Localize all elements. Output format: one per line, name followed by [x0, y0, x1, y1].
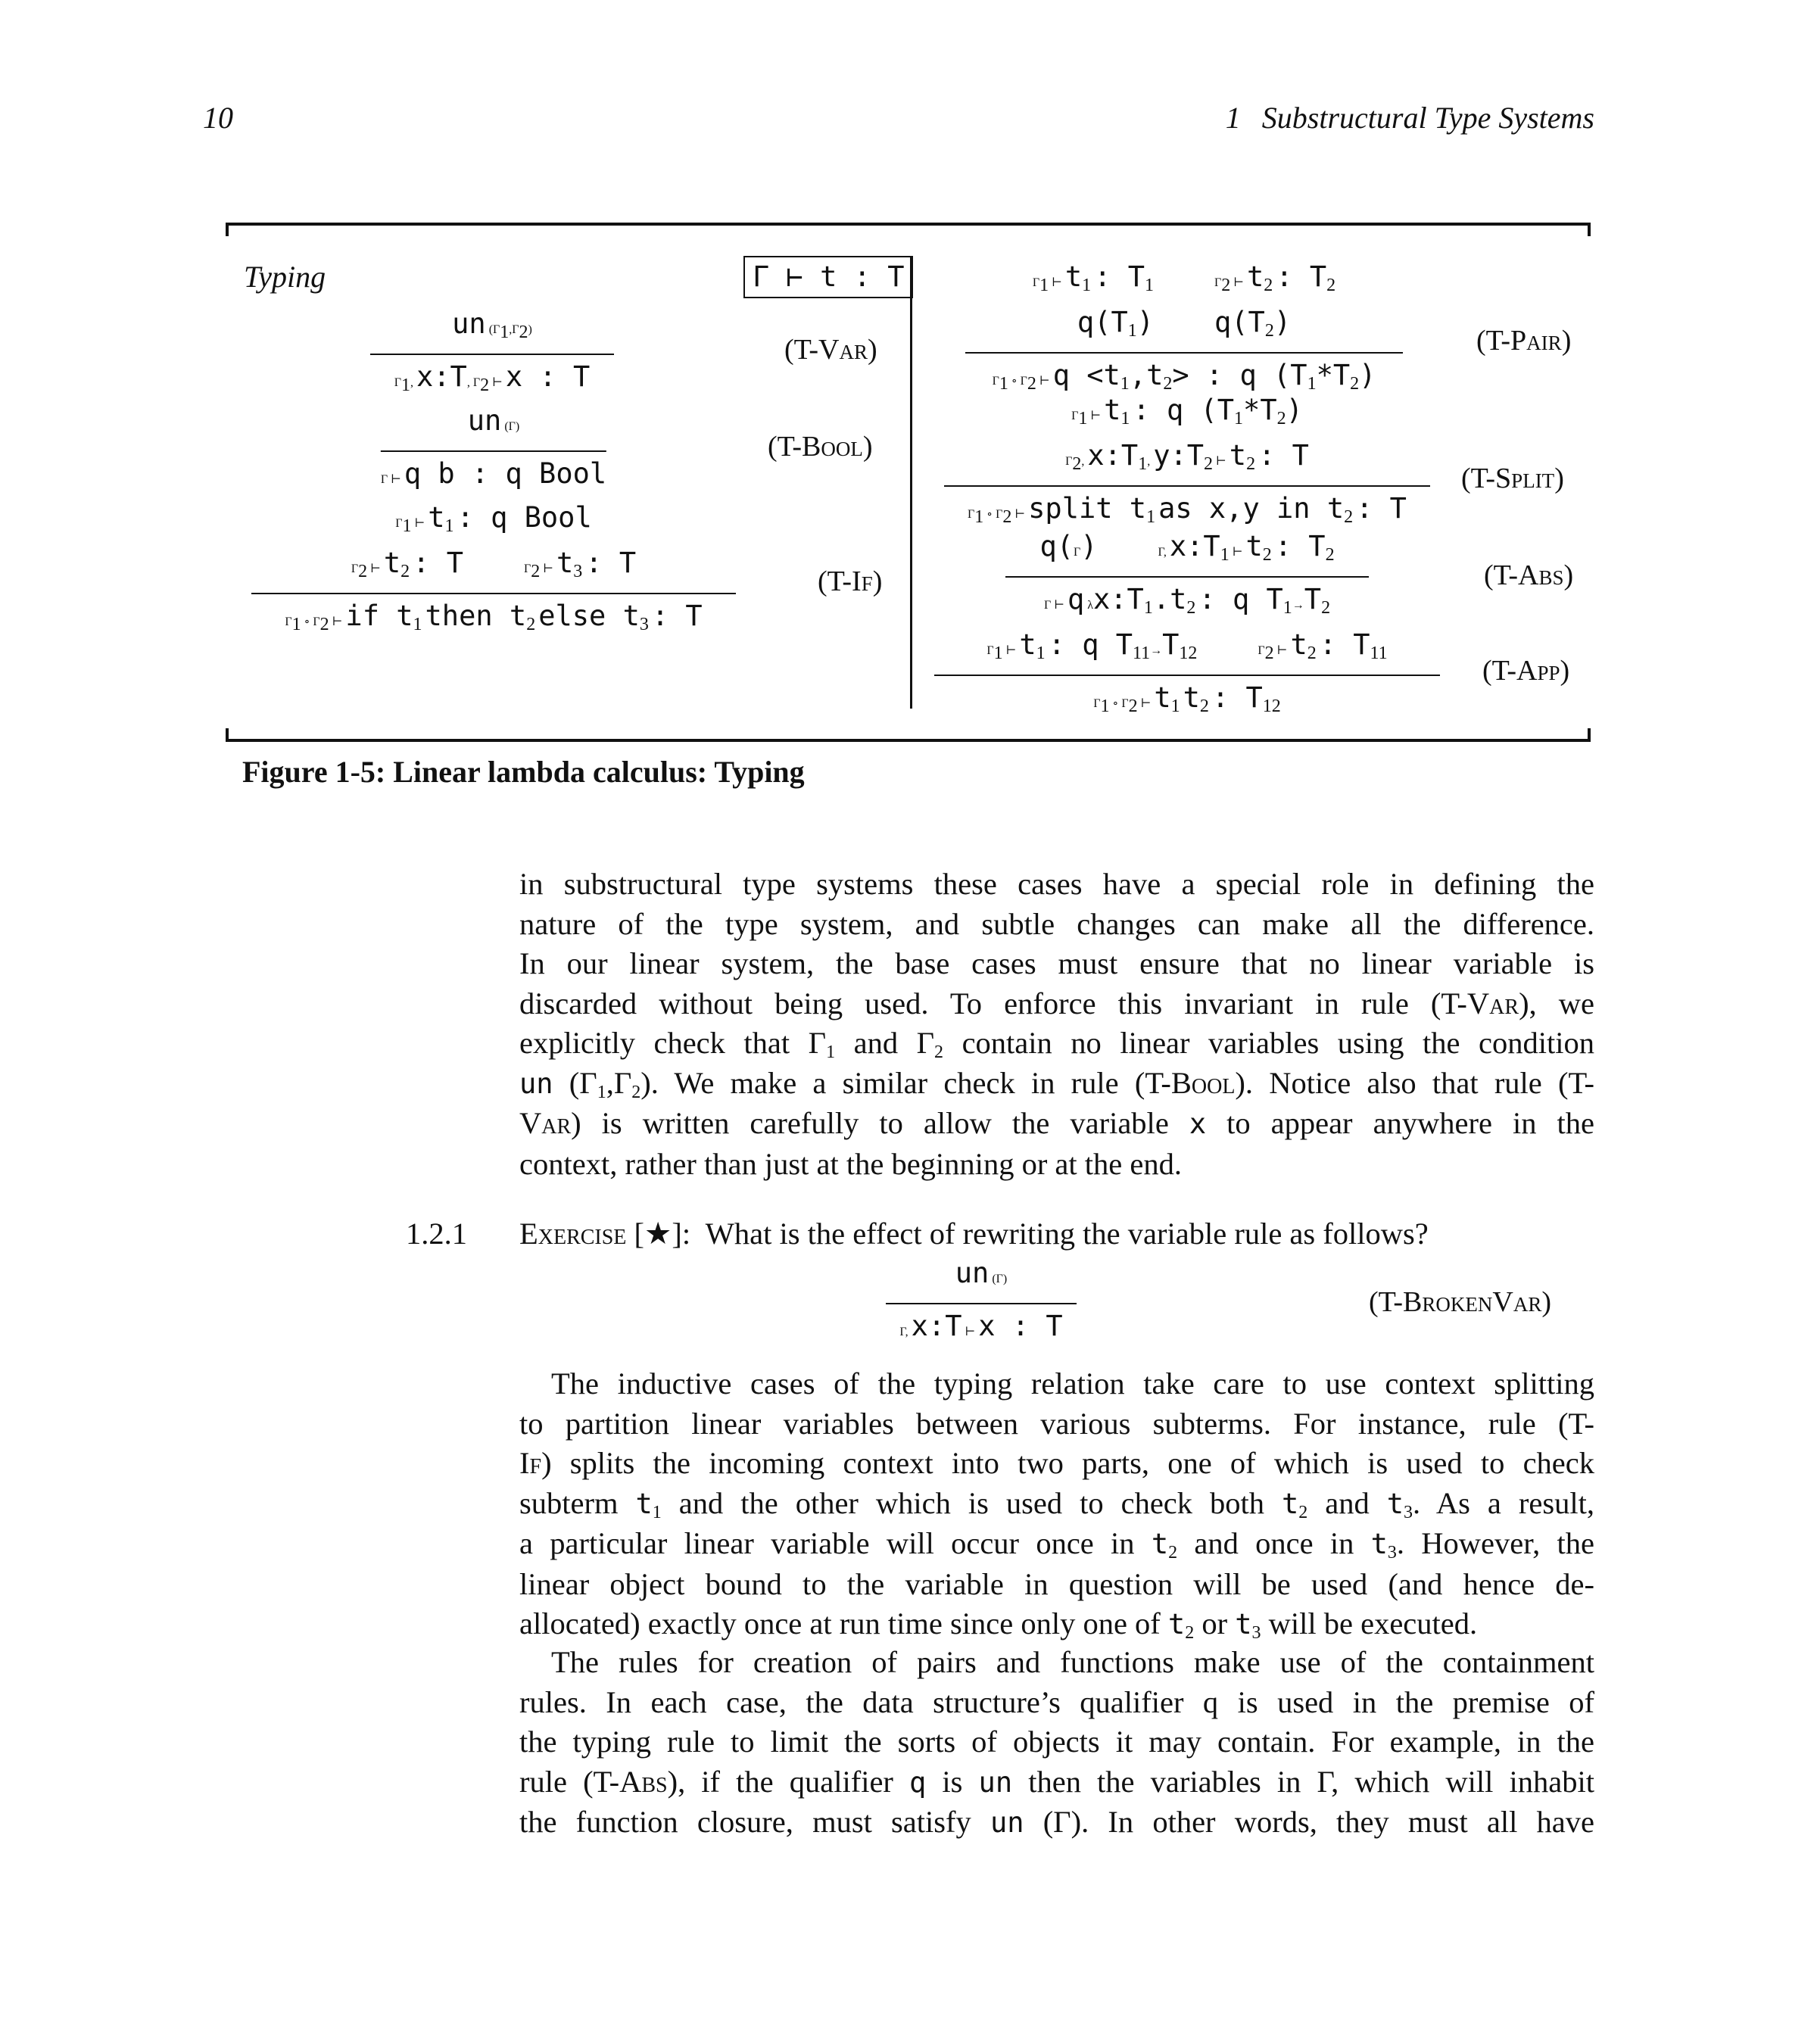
rule-name-t-brokenvar: (T-BrokenVar): [1369, 1286, 1551, 1318]
t-split-premise-1: $\Gamma_1$ ⊢ $t_1$ : q $(T_1*T_2)$: [1071, 394, 1303, 428]
t-brokenvar-premise: un (Γ): [955, 1257, 1008, 1289]
judgment-form-box: Γ ⊢ t : T: [743, 256, 913, 298]
rule-name-t-split: (T-Split): [1461, 463, 1564, 494]
paragraph-line: the function closure, must satisfy un (Γ). In other words, they must all have: [519, 1805, 1594, 1839]
paragraph-line: If) splits the incoming context into two parts, one of which is used to check: [519, 1446, 1594, 1480]
paragraph-line: linear object bound to the variable in question will be used (and hence de-: [519, 1566, 1594, 1601]
rule-t-split: [944, 391, 1430, 535]
paragraph-3: [519, 1643, 1594, 1843]
rule-t-abs: [1005, 527, 1369, 626]
paragraph-line: allocated) exactly once at run time since only one of $t_2$ or $t_3$ will be executed.: [519, 1606, 1478, 1643]
t-abs-premise: q(Γ) Γ, $x:T_1$ ⊢ $t_2$ : $T_2$: [1039, 530, 1335, 565]
t-if-inference-bar: [251, 593, 736, 594]
rule-t-var: [370, 304, 614, 404]
t-app-premise: $\Gamma_1$ ⊢ $t_1$ : q $T_{11}\to T_{12}$ $\Gamma_2$ ⊢ $t_2$ : $T_{11}$: [986, 628, 1388, 663]
paragraph-line: rule (T-Abs), if the qualifier q is un then the variables in Γ, which will inhabit: [519, 1764, 1595, 1799]
t-brokenvar-inference-bar: [886, 1303, 1077, 1304]
paragraph-line: to partition linear variables between various subterms. For instance, rule (T-: [519, 1406, 1594, 1441]
t-abs-inference-bar: [1005, 576, 1369, 578]
t-bool-conclusion: Γ ⊢ q b : q Bool: [380, 457, 607, 490]
paragraph-line: un $(\Gamma_1,\Gamma_2)$. We make a similar check in rule (T-Bool). Notice also that rule (T-: [519, 1065, 1594, 1102]
paragraph-line: Var) is written carefully to allow the variable x to appear anywhere in the: [519, 1106, 1594, 1140]
t-brokenvar-conclusion: Γ, x:T ⊢ x : T: [899, 1310, 1063, 1342]
rule-name-t-app: (T-App): [1482, 655, 1570, 687]
paragraph-2: [519, 1364, 1594, 1645]
exercise-number: 1.2.1: [406, 1217, 467, 1251]
exercise-1-2-1: [406, 1215, 1429, 1251]
frame-top-rule: [226, 223, 1591, 226]
figure-caption: Figure 1-5: Linear lambda calculus: Typing: [242, 755, 805, 789]
paragraph-line: In our linear system, the base cases must ensure that no linear variable is: [519, 946, 1594, 980]
frame-bottom-right-tick: [1588, 728, 1591, 742]
paragraph-line: subterm $t_1$ and the other which is used to check both $t_2$ and $t_3$. As a result,: [519, 1485, 1595, 1522]
rule-name-t-pair: (T-Pair): [1476, 325, 1572, 357]
column-divider: [910, 257, 912, 709]
t-abs-conclusion: Γ ⊢ q $\lambda x:T_1.t_2$ : q $T_1\to T_2$: [1043, 583, 1331, 618]
rule-t-bool: [381, 401, 606, 500]
exercise-rating: [★]:: [634, 1217, 691, 1251]
t-bool-premise: un (Γ): [467, 404, 520, 437]
figure-section-label: Typing: [244, 260, 326, 294]
rule-name-t-if: (T-If): [818, 566, 883, 597]
paragraph-line: The inductive cases of the typing relation take care to use context splitting: [551, 1366, 1594, 1401]
rule-t-if: [251, 498, 736, 643]
paragraph-line: explicitly check that $\Gamma_1$ and $\Gamma_2$ contain no linear variables using the condition: [519, 1026, 1594, 1062]
paragraph-line: a particular linear variable will occur once in $t_2$ and once in $t_3$. However, the: [519, 1526, 1594, 1563]
t-var-premise: un $(\Gamma_1,\Gamma_2)$: [452, 307, 532, 342]
exercise-question: What is the effect of rewriting the variable rule as follows?: [705, 1217, 1429, 1251]
t-pair-conclusion: $\Gamma_1$ ∘ $\Gamma_2$ ⊢ $q <t_1,t_2>$ : q $(T_1*T_2)$: [992, 359, 1376, 394]
rule-name-t-bool: (T-Bool): [768, 431, 873, 463]
paragraph-line: rules. In each case, the data structure’s qualifier q is used in the premise of: [519, 1684, 1594, 1719]
frame-top-left-tick: [226, 223, 229, 236]
t-app-inference-bar: [934, 675, 1440, 676]
frame-bottom-rule: [226, 739, 1591, 742]
paragraph-line: the typing rule to limit the sorts of objects it may contain. For example, in the: [519, 1725, 1594, 1759]
frame-top-right-tick: [1588, 223, 1591, 236]
t-pair-inference-bar: [965, 352, 1403, 354]
page-number: 10: [203, 101, 233, 135]
paragraph-line: The rules for creation of pairs and functions make use of the containment: [551, 1645, 1594, 1679]
t-if-conclusion: $\Gamma_1$ ∘ $\Gamma_2$ ⊢ if $t_1$ then $t_2$ else $t_3$ : T: [285, 600, 703, 634]
chapter-number: 1: [1225, 101, 1241, 135]
t-bool-inference-bar: [381, 450, 606, 452]
rule-name-t-var: (T-Var): [784, 334, 877, 366]
paragraph-1: [519, 865, 1594, 1184]
t-var-inference-bar: [370, 354, 614, 355]
exercise-label: Exercise: [519, 1217, 627, 1251]
rule-t-app: [934, 625, 1440, 724]
t-var-conclusion: $\Gamma_1$, x:T, $\Gamma_2$ ⊢ x : T: [394, 360, 591, 395]
frame-bottom-left-tick: [226, 728, 229, 742]
t-if-premise-2: $\Gamma_2$ ⊢ $t_2$ : T $\Gamma_2$ ⊢ $t_3$ : T: [351, 547, 637, 581]
t-split-premise-2: $\Gamma_2$, $x:T_1$, $y:T_2$ ⊢ $t_2$ : T: [1065, 439, 1309, 474]
t-split-conclusion: $\Gamma_1$ ∘ $\Gamma_2$ ⊢ split $t_1$ as x,y in $t_2$ : T: [968, 492, 1407, 527]
t-pair-premise-2: $q(T_1)$ $q(T_2)$: [1077, 306, 1292, 341]
paragraph-line: in substructural type systems these cases have a special role in defining the: [519, 867, 1594, 901]
rule-t-pair: [965, 257, 1403, 402]
rule-name-t-abs: (T-Abs): [1484, 559, 1574, 591]
t-app-conclusion: $\Gamma_1$ ∘ $\Gamma_2$ ⊢ $t_1$ $t_2$ : $T_{12}$: [1093, 681, 1281, 716]
t-pair-premise-1: $\Gamma_1$ ⊢ $t_1$ : $T_1$ $\Gamma_2$ ⊢ $t_2$ : $T_2$: [1032, 260, 1336, 295]
rule-t-brokenvar: [886, 1254, 1077, 1353]
t-if-premise-1: $\Gamma_1$ ⊢ $t_1$ : q Bool: [395, 501, 592, 536]
paragraph-line: nature of the type system, and subtle changes can make all the difference.: [519, 906, 1594, 941]
paragraph-line: discarded without being used. To enforce this invariant in rule (T-Var), we: [519, 986, 1594, 1020]
paragraph-line: context, rather than just at the beginning or at the end.: [519, 1146, 1182, 1181]
chapter-title: [1226, 100, 1594, 136]
t-split-inference-bar: [944, 485, 1430, 487]
chapter-title-text: Substructural Type Systems: [1261, 101, 1594, 135]
